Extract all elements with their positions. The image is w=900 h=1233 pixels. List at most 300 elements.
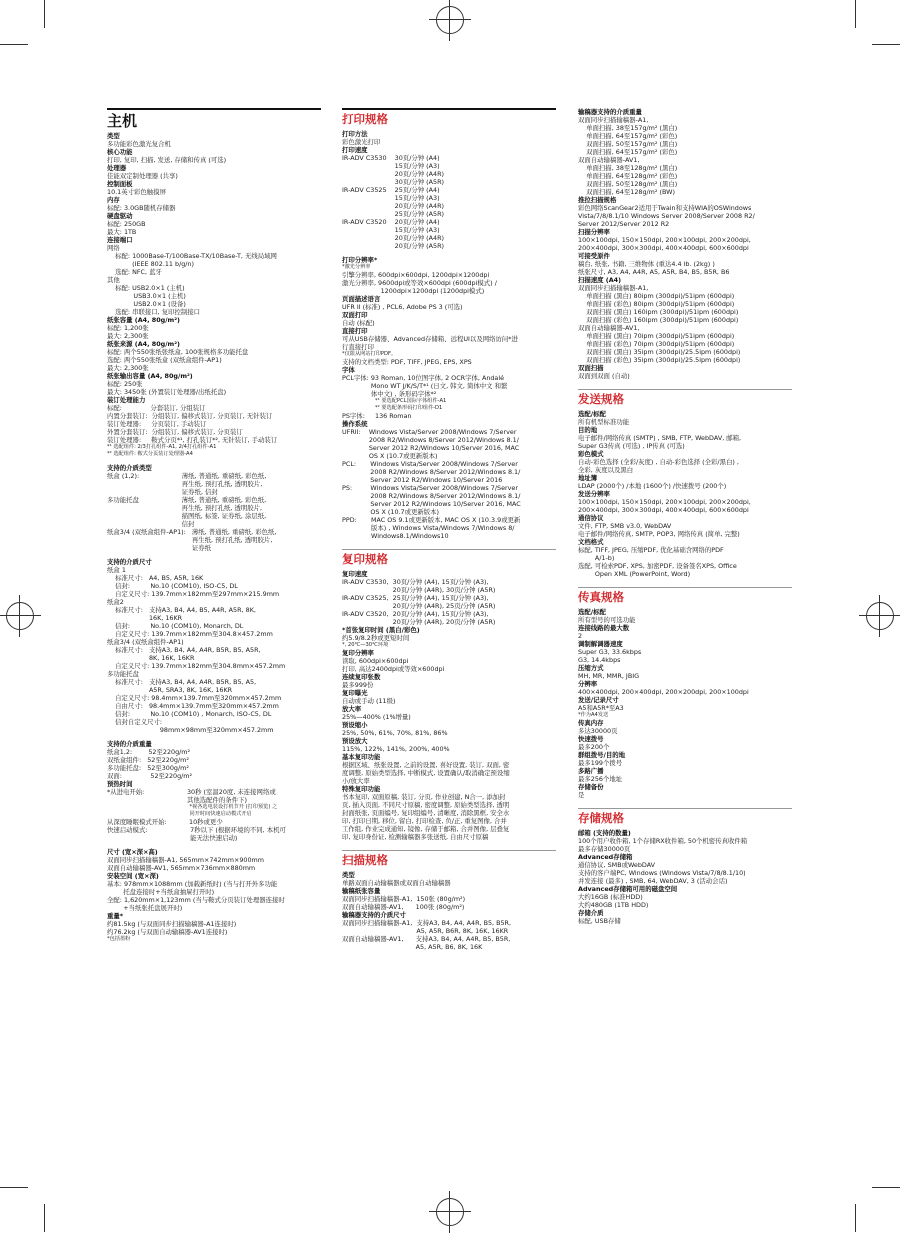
spec-text: 最多999份 [342,681,374,689]
spec-value: TIFF, JPEG, 压缩PDF, 优化基础含网络的PDF A/1-b) [594,546,724,562]
spec-key: 标准尺寸: [107,646,149,654]
spec-heading: 输稿器支持的介质重量 [578,108,642,116]
spec-value: A4, B5, A5R, 16K [148,574,204,582]
spec-value: 136 Roman [375,412,412,420]
spec-text: 10.1英寸彩色触摸屏 [107,188,166,196]
spec-row [107,606,321,622]
spec-row [342,919,556,935]
spec-text: 400×400dpi, 200×400dpi, 200×200dpi, 200×100dpi [578,688,749,696]
spec-key: 双面同步扫描输稿器-A1, [342,919,417,927]
spec-text: 基本: 978mm×1088mm (加载新纸时) (当与打开外多功能 托盘连接时+当纸盒抽屉打开时) [107,880,278,896]
section-body [342,871,556,951]
right-sections [578,108,792,925]
spec-heading: 类型 [342,871,355,879]
spec-heading: 处理器 [107,164,127,172]
spec-text: 115%, 122%, 141%, 200%, 400% [342,745,450,753]
spec-text: 标配: USB2.0×1 (主机) [107,284,185,292]
spec-row [342,186,556,218]
spec-key: 装订处理器: [107,436,152,444]
footnote: *² 选配组件: 鞍式分页装订处理器-A4 [107,451,193,457]
spec-text: 最大: 1TB [107,228,137,236]
footnote: *激光分辨率 [342,264,371,270]
spec-value: 可检索PDF, XPS, 加密PDF, 设备签名XPS, Office Open XML (PowerPoint, Word) [594,562,737,578]
spec-text: 电子邮件/网络传真, SMTP, POP3, 网络传真 (简单, 完整) [578,530,740,538]
section-title: 传真规格 [578,587,792,605]
spec-section [578,108,792,380]
spec-row [342,460,556,484]
spec-value: 25页/分钟 (A4) 15页/分钟 (A3) 20页/分钟 (A4R) 25页/分钟 (A5R) [394,186,445,218]
spec-text: 多达30000页 [578,727,618,735]
spec-row [107,404,321,412]
spec-text: 激光分辨率, 9600dpi或等效×600dpi (600dpi模式) / 1200dpi×1200dpi (1200dpi模式) [342,279,497,295]
left-column [107,108,321,943]
spec-value: No.10 (COM10), Monarch, DL [150,622,244,630]
spec-value: No.10 (COM10) , Monarch, ISO-C5, DL [150,710,272,718]
spec-value: 52至220g/m² [148,748,191,756]
spec-value: 52至300g/m² [147,764,189,772]
spec-row [107,420,321,428]
spec-text: 双面同步扫描输稿器-A1, [578,284,649,292]
spec-heading: 复印曝光 [342,689,368,697]
spec-text: 纸盒2 [107,598,124,606]
spec-value: Windows Vista/Server 2008/Windows 7/Server 2008 R2/Windows 8/Server 2012/Windows 8.1/ Server 2012 R2/Windows 10/Server 2016 [370,460,521,484]
section-body [578,410,792,578]
spec-text: 2 [578,632,583,640]
spec-key: 双面同步扫描输稿器-A1, [342,895,417,903]
spec-key: 自定义尺寸: [107,630,152,638]
spec-text: 最大: 2,300张 [107,364,149,372]
section-body [578,608,792,799]
spec-heading: 纸张来源 (A4, 80g/m²) [107,340,180,348]
spec-value: 30页/分钟 (A4) 15页/分钟 (A3) 20页/分钟 (A4R) 30页/分钟 (A5R) [394,154,445,186]
spec-text: Super G3, 33.6kbps [578,648,642,656]
middle-column [342,108,556,951]
spec-value: MAC OS 9.1或更新版本, MAC OS X (10.3.9或更新 版本) , Windows Vista/Windows 7/Windows 8/ Windows8.1/Windows10 [371,516,521,540]
spec-text: 电子邮件/网络传真 (SMTP) , SMB, FTP, WebDAV, 邮箱, Super G3传真 (可选) , IP传真 (可选) [578,434,742,450]
spec-heading: 双面扫描 [578,364,604,372]
section-title: 存储规格 [578,808,792,826]
spec-value: 薄纸, 普通纸, 重磅纸, 彩色纸, 再生纸, 预打孔纸, 透明胶片, 描图纸, 标签, 证券纸, 涂层纸, 信封 [181,496,267,528]
spec-key: 标配: [107,404,151,412]
spec-value: 52至220g/m² [150,772,193,780]
spec-heading: 传真内存 [578,719,604,727]
spec-key: IR-ADV C3520 [342,218,395,226]
section-body [578,108,792,380]
top-rule [107,108,321,110]
spec-row [107,662,321,670]
crop-mark-bottom-right-h [872,1187,900,1188]
spec-value: 10秒或更少 [189,818,223,826]
top-rule [342,108,556,110]
spec-section [342,850,556,951]
main-unit-title: 主机 [107,112,138,130]
spec-text: MH, MR, MMR, JBIG [578,672,640,680]
spec-row [342,412,556,420]
footnote: *包括墨粉 [107,936,131,942]
spec-text: 双面自动输稿器-AV1, [578,324,640,332]
spec-text: 信封自定义尺寸: [107,718,163,726]
footnote: *仅限从网站打印PDF。 [342,351,397,357]
spec-heading: 支持的介质重量 [107,740,152,748]
spec-key: 快速启动模式: [107,826,191,834]
spec-text: 双面自动输稿器-AV1, 565mm×736mm×880mm [107,864,256,872]
spec-text: 打印, 复印, 扫描, 发送, 存储和传真 (可选) [107,156,227,164]
spec-text: 双面同步扫描输稿器-A1, [578,116,649,124]
spec-key: 纸盒1,2: [107,748,149,756]
spec-heading: 目的地 [578,426,598,434]
spec-text: 所有型号的可选功能 [578,616,636,624]
spec-text: 最大: 2,300张 [107,332,149,340]
spec-value: Windows Vista/Server 2008/Windows 7/Server 2008 R2/Windows 8/Server 2012/Windows 8.1/ Server 2012 R2/Windows 10/Server 2016, MAC OS X (10.7或更新版本) [370,484,521,516]
spec-row [342,594,556,610]
spec-heading: 快速拨号 [578,735,604,743]
spec-text: 标配: 250张 [107,380,143,388]
spec-heading: 选配/标配 [578,410,606,418]
spec-value: 100张 (80g/m²) [415,903,465,911]
spec-heading: 硬盘驱动 [107,212,133,220]
spec-heading: 尺寸 (宽×深×高) [107,848,158,856]
spec-text: 双面扫描 (黑白) 160ipm (300dpi)/51ipm (600dpi) [578,308,739,316]
spec-value: 支持A3, B4, A4, A4R, B5R, B5, A5, A5R, SRA3, 8K, 16K, 16KR [148,678,257,694]
spec-text: 文件, FTP, SMB v3.0, WebDAV [578,522,672,530]
spec-value: 鞍式分页*¹, 打孔装订*², 无针装订, 手动装订 [151,436,278,444]
spec-heading: 控制面板 [107,180,133,188]
spec-heading: 页面描述语言 [342,295,381,303]
spec-row [578,562,792,578]
spec-text: 双面扫描 (黑白) 35ipm (300dpi)/25.5ipm (600dpi) [578,348,741,356]
spec-text: 引擎分辨率, 600dpi×600dpi, 1200dpi×1200dpi [342,271,490,279]
spec-text: 约76.2kg (与双面自动输稿器-AV1连接时) [107,928,228,936]
spec-row [342,610,556,626]
spec-heading: 预设缩小 [342,721,368,729]
spec-text: 支持的文档类型: PDF, TIFF, JPEG, EPS, XPS [342,358,472,366]
spec-key: 纸盒3/4 (双纸盒组件-AP1): [107,528,192,536]
spec-heading: 文档格式 [578,538,604,546]
spec-text: 可从USB存储器、Advanced存储箱、远程UI以及网络访问*进 行直接打印 [342,335,518,351]
main-unit-specs [107,132,321,943]
spec-row [107,582,321,590]
spec-text: 单面扫描 (黑白) 70ipm (300dpi)/51ipm (600dpi) [578,332,735,340]
spec-text: 选配: 串联接口, 复印控制接口 [107,308,201,316]
spec-key: 标准尺寸: [107,678,149,686]
spec-text: 最多200个 [578,743,610,751]
section-title: 扫描规格 [342,850,556,868]
spec-text: 单路双面自动输稿器或双面自动输稿器 [342,879,451,887]
spec-heading: 地址簿 [578,474,598,482]
section-title: 发送规格 [578,389,792,407]
footnote: *¹ 选配组件: 2/3打孔组件-A1, 2/4打孔组件-A1 [107,444,217,450]
spec-text: USB3.0×1 (主机) [107,292,186,300]
spec-heading: 打印方法 [342,130,368,138]
spec-text: 最多199个拨号 [578,759,623,767]
spec-row [107,756,321,764]
spec-row [107,412,321,420]
spec-value: 20页/分钟 (A4), 15页/分钟 (A3), 20页/分钟 (A4R), 20页/分钟 (A5R) [392,610,496,626]
spec-text: 支持的客户端PC, Windows (Windows Vista/7/8/8.1/10) [578,869,746,877]
spec-heading: *首张复印时间 (黑白/彩色) [342,626,420,634]
spec-heading: 推拉扫描规格 [578,196,617,204]
footnote: *视各选电装设打机节开 (打印预览) 之 同开时间快速启动模式开启 [189,804,278,817]
spec-text: 单面扫描 (黑白) 80ipm (300dpi)/51ipm (600dpi) [578,292,735,300]
spec-key: 标准尺寸: [107,574,149,582]
spec-row [107,748,321,756]
spec-row [342,516,556,540]
spec-text: 单面扫描 (彩色) 80ipm (300dpi)/51ipm (600dpi) [578,300,735,308]
spec-row [107,574,321,582]
spec-text: 最多256个地址 [578,775,623,783]
spec-heading: 连接端口 [107,236,133,244]
spec-value: 139.7mm×182mm至304.8mm×457.2mm [151,662,286,670]
spec-section [578,808,792,925]
crop-mark-top-left-v [44,0,45,28]
spec-heading: 类型 [107,132,120,140]
spec-text: 100个用户收件箱, 1个存储RX收件箱, 50个机密传真收件箱 [578,837,748,845]
section-title: 复印规格 [342,549,556,567]
spec-key: 选配, [578,562,595,570]
spec-key: 信封: [107,710,151,718]
spec-heading: 复印速度 [342,570,368,578]
spec-text: 100×100dpi, 150×150dpi, 200×100dpi, 200×200dpi, 200×400dpi, 300×300dpi, 400×400dpi, 600×600dpi [578,236,751,252]
spec-text: 通信协议, SMB或WebDAV [578,861,656,869]
spec-value: 薄纸, 普通纸, 重磅纸, 彩色纸, 再生纸, 预打孔纸, 透明胶片, 证券纸, 信封 [181,472,267,496]
spec-value: 7秒以下 (根据环境的不同, 本机可 能无法快速启动) [190,826,286,842]
spec-key: 双面: [107,772,151,780]
spec-text: 双面到双面 (自动) [578,372,630,380]
spec-heading: 字体 [342,366,355,374]
spec-text: 25%—400% (1%增量) [342,713,411,721]
spec-text: 双面扫描 (彩色) 35ipm (300dpi)/25.5ipm (600dpi) [578,356,741,364]
crop-mark-top-right-v [855,0,856,28]
spec-text: 自动 (标配) [342,319,375,327]
spec-key: 信封: [107,622,151,630]
spec-row [107,764,321,772]
spec-heading: 核心功能 [107,148,133,156]
spec-text: 标配: 3.0GB随机存储器 [107,204,176,212]
spec-text: 最多存储30000页 [578,845,631,853]
spec-key: UFRII: [342,428,369,436]
spec-value: 98.4mm×139.7mm至320mm×457.2mm [151,694,282,702]
section-body [578,829,792,925]
footnote: *作为A4发送 [578,712,609,718]
spec-value: 52至220g/m² [147,756,189,764]
spec-row [107,630,321,638]
spec-text: 纸盒 1 [107,566,126,574]
spec-key: 外置分套装订: [107,428,152,436]
spec-value: 分套装订, 分组装订 [150,404,206,412]
spec-text: 双面扫描, 64至128g/m² (BW) [578,188,675,196]
spec-row [342,578,556,594]
spec-row [342,374,556,398]
spec-text: 双面自动输稿器-AV1, [578,156,640,164]
spec-heading: 扫描速度 (A4) [578,276,622,284]
middle-sections [342,112,556,951]
spec-key: 自定义尺寸: [107,694,152,702]
spec-key: 多功能托盘 [107,496,182,504]
spec-row [342,903,556,911]
spec-text: 多功能彩色激光复合机 [107,140,171,148]
spec-row [342,154,556,186]
spec-value: No.10 (COM10), ISO-C5, DL [150,582,238,590]
spec-text: 佳能双定制处理器 (共享) [107,172,178,180]
spec-text: 标配, USB存储 [578,917,621,925]
spec-heading: 放大率 [342,705,362,713]
spec-row [107,436,321,444]
spec-text: 标配: 1,200张 [107,324,149,332]
spec-heading: 扫描分辨率 [578,228,610,236]
spec-key: 纸盒 (1,2): [107,472,182,480]
footnote: *¹ 要选配PCL国际字体组件-A1 *² 要选配条形码打印组件-D1 [374,398,447,411]
spec-heading: 安装空间 (宽×深) [107,872,159,880]
spec-heading: 分辨率 [578,680,598,688]
spec-text: 单面扫描, 64至157g/m² (彩色) [578,132,678,140]
spec-row [107,826,321,842]
spec-row [107,710,321,718]
spec-value: 25页/分钟 (A4), 15页/分钟 (A3), 20页/分钟 (A4R), 25页/分钟 (A5R) [392,594,496,610]
spec-text: 单面扫描, 38至157g/m² (黑白) [578,124,678,132]
spec-section [578,389,792,578]
spec-heading: Advanced存储箱可用的磁盘空间 [578,885,678,893]
spec-text: 所有机型标准功能 [578,418,630,426]
spec-key: IR-ADV C3525, [342,594,393,602]
spec-row [107,702,321,710]
spec-text: 双面同步扫描输稿器-A1, 565mm×742mm×900mm [107,856,264,864]
spec-text: 是 [578,791,585,799]
spec-text: 大约480GB (1TB HDD) [578,901,649,909]
spec-text: 双面扫描, 50至128g/m² (黑白) [578,180,678,188]
spec-value: 薄纸, 普通纸, 重磅纸, 彩色纸, 再生纸, 预打孔纸, 透明胶片, 证券纸 [191,528,277,552]
spec-heading: 调制解调器速度 [578,640,623,648]
spec-key: PS: [342,484,371,492]
spec-row [107,496,321,528]
spec-row [107,428,321,436]
spec-value: 20页/分钟 (A4) 15页/分钟 (A3) 20页/分钟 (A4R) 20页/分钟 (A5R) [394,218,445,250]
spec-value: 支持A3, B4, A4, A4R, B5, B5R, A5, A5R, B6R, 8K, 16K, 16KR [416,919,512,935]
spec-key: 双面自动输稿器-AV1, [342,903,416,911]
spec-heading: 输稿纸张容量 [342,887,381,895]
spec-text: 读取, 600dpi×600dpi [342,657,409,665]
spec-text: 自动或手动 (11级) [342,697,396,705]
spec-heading: 选配/标配 [578,608,606,616]
spec-key: *从进电开始: [107,788,187,796]
spec-heading: 输稿器支持的介质尺寸 [342,911,406,919]
spec-text: 全配: 1,620mm×1,123mm (当与鞍式分页装订处理器连接时 +当纸张托盘展开时) [107,896,285,912]
spec-row [107,694,321,702]
spec-text: 25%, 50%, 61%, 70%, 81%, 86% [342,729,448,737]
spec-text: 网络 [107,244,120,252]
spec-key: PCL: [342,460,371,468]
spec-heading: 内存 [107,196,120,204]
spec-key: 双面自动输稿器-AV1, [342,935,416,943]
spec-value: 1000Base-T/100Base-TX/10Base-T, 无线局域网 (IEEE 802.11 b/g/n) [132,252,277,268]
crop-mark-bottom-right-v [855,1204,856,1232]
spec-text: 98mm×98mm至320mm×457.2mm [107,726,274,734]
spec-text: 双面扫描, 50至157g/m² (黑白) [578,140,678,148]
spec-text: 稿台, 纸张, 书籍, 三维物体 (重达4.4 lb. (2kg) ) [578,260,715,268]
spec-heading: 邮箱 (支持的数量) [578,829,631,837]
spec-section [578,587,792,799]
spec-text: 双面扫描 (彩色) 160ipm (300dpi)/51ipm (600dpi) [578,316,739,324]
spec-key: 从深度睡眠模式开始: [107,818,190,826]
spec-row [107,590,321,598]
spec-row [342,935,556,951]
spec-heading: 存储介质 [578,909,604,917]
spec-value: 支持A3, B4, A4, A4R, B5R, B5, A5R, 8K, 16K, 16KR [148,646,261,662]
spec-row [342,895,556,903]
spec-heading: 发送/记录尺寸 [578,696,619,704]
spec-key: 自由尺寸: [107,702,149,710]
spec-text: 双面扫描, 64至157g/m² (彩色) [578,148,678,156]
spec-heading: 纸张容量 (A4, 80g/m²) [107,316,180,324]
spec-row [107,252,321,268]
spec-value: 30秒 (室温20度, 未连接网络或 其他选配件的条件下) [186,788,276,804]
spec-key: 标准尺寸: [107,606,149,614]
registration-mark-bottom [436,1198,464,1226]
spec-heading: 通信协议 [578,514,604,522]
spec-text: USB2.0×1 (设备) [107,300,186,308]
spec-heading: 压缩方式 [578,664,604,672]
spec-text: 约81.5kg (与双面同步扫描输稿器-A1连接时) [107,920,237,928]
spec-text: 最大: 3450张 (外置装订处理器/出纸托盘) [107,388,227,396]
footnote: *, 20℃—30℃环境 [342,642,389,648]
spec-heading: 双面打印 [342,311,368,319]
crop-mark-top-left-h [0,44,28,45]
crop-mark-bottom-left-h [0,1187,28,1188]
spec-text: 多功能托盘 [107,670,139,678]
spec-heading: Advanced存储箱 [578,853,633,861]
spec-key: 信封: [107,582,151,590]
spec-key: 标配: [107,252,133,260]
spec-row [107,622,321,630]
section-title: 打印规格 [342,112,388,126]
spec-section [342,549,556,841]
spec-value: 98.4mm×139.7mm至320mm×457.2mm [148,702,279,710]
spec-heading: 重量* [107,912,124,920]
crop-mark-top-right-h [872,44,900,45]
spec-row [107,646,321,662]
spec-key: 自定义尺寸: [107,590,152,598]
spec-key: IR-ADV C3525 [342,186,395,194]
spec-row [107,772,321,780]
spec-key: 装订处理器: [107,420,152,428]
spec-heading: 打印分辨率* [342,256,378,264]
spec-heading: 可接受原件 [578,252,610,260]
spec-text: G3, 14.4kbps [578,656,621,664]
spec-text: 书本复印, 双面原稿, 装订, 分页, 作业创建, N合一, 添加封 页, 插入页面, 不同尺寸原稿, 密度调整, 原始类型选择, 透明 封面纸张, 页面编号, 复印组编号, 清晰度, 消除黑框, 安全水 印, 打印日期, 移位, 留白, 打印检查, 负/正, 重复图像, 合并 工作组, 作业完成通知, 镜像, 存储于邮箱, 合并图像, 层叠复 印, 复印身份证, 检测输稿器多张送纸, 自由尺寸原稿 [342,793,510,841]
spec-text: 大约16GB (标准HDD) [578,893,643,901]
registration-mark-top [436,6,464,34]
spec-text: 彩色网络ScanGear2适用于Twain和支持WIA的OSWindows Vista/7/8/8.1/10 Windows Server 2008/Server 2008 R2/ Server 2012/Server 2012 R2 [578,204,755,228]
spec-text: 选配: 两个550张纸盒 (双纸盒组件-AP1) [107,356,222,364]
section-body [342,130,556,540]
spec-row [342,484,556,516]
spec-heading: 复印分辨率 [342,649,374,657]
spec-heading: 预设放大 [342,737,368,745]
spec-key: 多功能托盘: [107,764,148,772]
spec-heading: 装订处理能力 [107,396,146,404]
registration-mark-left [6,602,34,630]
spec-heading: 多路广播 [578,767,604,775]
spec-value: 分页装订, 手动装订 [151,420,207,428]
spec-value: 139.7mm×182mm至297mm×215.9mm [151,590,280,598]
spec-value: 93 Roman, 10位图字体, 2 OCR字体, Andalé Mono WT J/K/S/T*¹ (日文, 韩文, 简体中文 和繁 体中文) , 条形码字体*² [370,374,508,398]
spec-row [342,218,556,250]
spec-key: PS字体: [342,412,376,420]
spec-text: 单面扫描 (彩色) 70ipm (300dpi)/51ipm (600dpi) [578,340,735,348]
spec-text: 选配: NFC, 蓝牙 [107,268,162,276]
spec-heading: 预热时间 [107,780,133,788]
spec-text: 纸张尺寸, A3, A4, A4R, A5, A5R, B4, B5, B5R, B6 [578,268,730,276]
spec-text: 自动-彩色选择 (全彩/灰度) , 自动-彩色选择 (全彩/黑白) , 全彩, 灰度以及黑白 [578,458,739,474]
